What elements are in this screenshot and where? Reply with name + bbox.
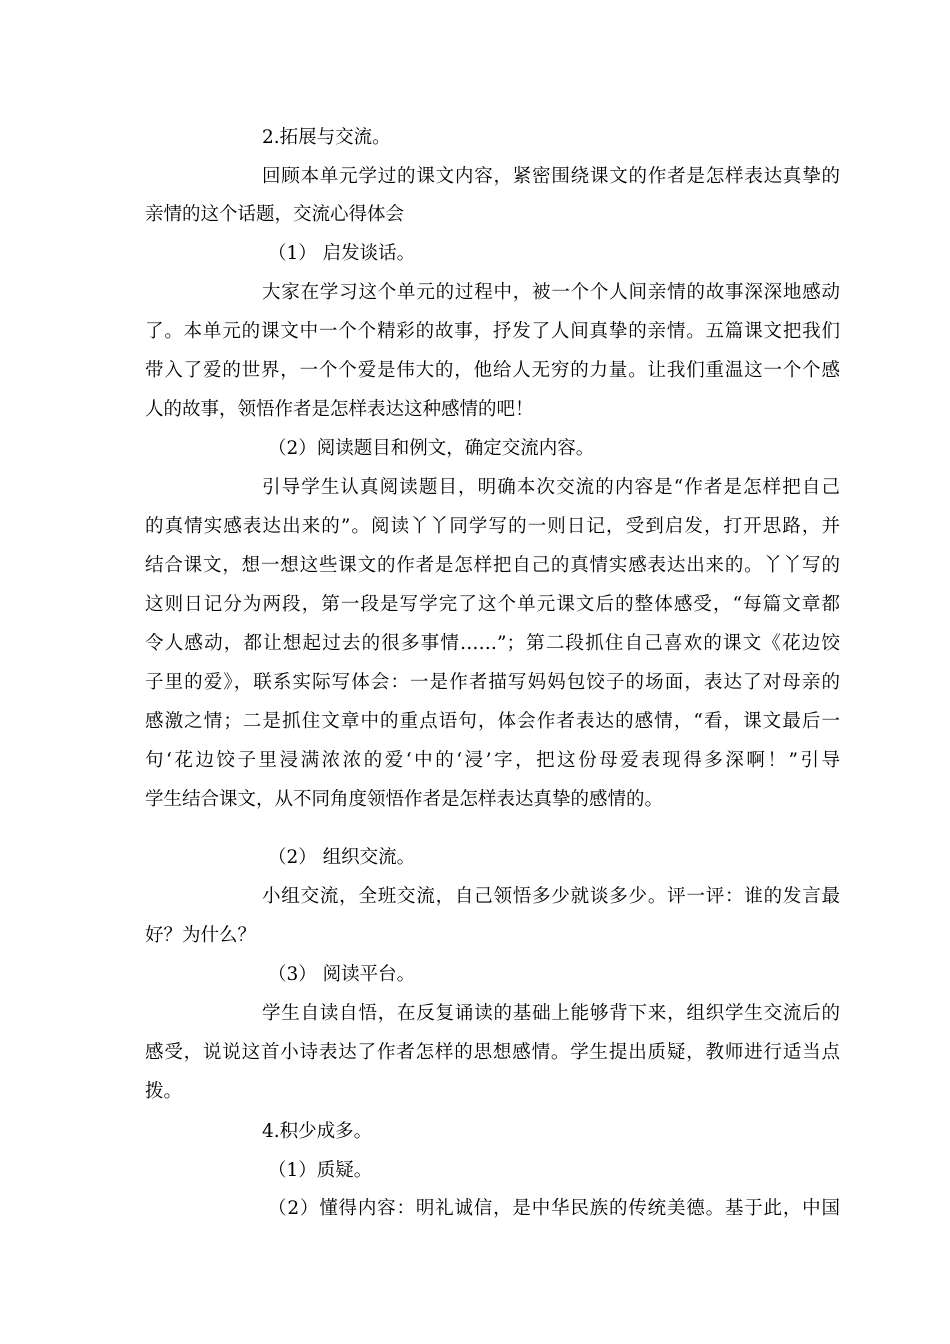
paragraph-line: 感激之情；二是抓住文章中的重点语句，体会作者表达的感情，“看，课文最后一 [145,711,840,732]
subheading-question: （1）质疑。 [268,1160,373,1181]
section-heading-accumulate: 4.积少成多。 [262,1121,373,1142]
paragraph-line: 结合课文，想一想这些课文的作者是怎样把自己的真情实感表达出来的。丫丫写的 [145,555,840,576]
subheading-read-topic: （2）阅读题目和例文，确定交流内容。 [268,438,595,459]
paragraph-line: 令人感动，都让想起过去的很多事情……”；第二段抓住自己喜欢的课文《花边饺 [145,633,840,654]
paragraph-line: 句‘花边饺子里浸满浓浓的爱‘中的‘浸’字，把这份母爱表现得多深啊！”引导 [145,750,840,771]
paragraph-line: （2）懂得内容：明礼诚信，是中华民族的传统美德。基于此，中国 [268,1198,840,1219]
paragraph-line: 亲情的这个话题，交流心得体会 [145,204,405,225]
paragraph-line: 了。本单元的课文中一个个精彩的故事，抒发了人间真挚的亲情。五篇课文把我们 [145,321,840,342]
paragraph-line: 学生结合课文，从不同角度领悟作者是怎样表达真挚的感情的。 [145,789,664,810]
subheading-inspire-talk: （1） 启发谈话。 [268,243,416,264]
paragraph-line: 这则日记分为两段，第一段是写学完了这个单元课文后的整体感受，“每篇文章都 [145,594,840,615]
paragraph-line: 带入了爱的世界，一个个爱是伟大的，他给人无穷的力量。让我们重温这一个个感 [145,360,840,381]
paragraph-line: 子里的爱》，联系实际写体会：一是作者描写妈妈包饺子的场面，表达了对母亲的 [145,672,840,693]
subheading-reading-platform: （3） 阅读平台。 [268,964,416,985]
paragraph-line: 回顾本单元学过的课文内容，紧密围绕课文的作者是怎样表达真挚的 [262,166,840,187]
subheading-organize-exchange: （2） 组织交流。 [268,847,416,868]
section-heading-extend: 2.拓展与交流。 [262,127,391,148]
paragraph-line: 学生自读自悟，在反复诵读的基础上能够背下来，组织学生交流后的 [262,1003,840,1024]
paragraph-line: 小组交流，全班交流，自己领悟多少就谈多少。评一评：谁的发言最 [262,886,840,907]
paragraph-line: 大家在学习这个单元的过程中，被一个个人间亲情的故事深深地感动 [262,282,840,303]
paragraph-line: 人的故事，领悟作者是怎样表达这种感情的吧！ [145,399,534,420]
paragraph-line: 的真情实感表达出来的”。阅读丫丫同学写的一则日记，受到启发，打开思路，并 [145,516,840,537]
paragraph-line: 好？为什么？ [145,925,257,946]
paragraph-line: 引导学生认真阅读题目，明确本次交流的内容是“作者是怎样把自己 [262,477,840,498]
paragraph-line: 拨。 [145,1081,183,1102]
paragraph-line: 感受，说说这首小诗表达了作者怎样的思想感情。学生提出质疑，教师进行适当点 [145,1042,840,1063]
